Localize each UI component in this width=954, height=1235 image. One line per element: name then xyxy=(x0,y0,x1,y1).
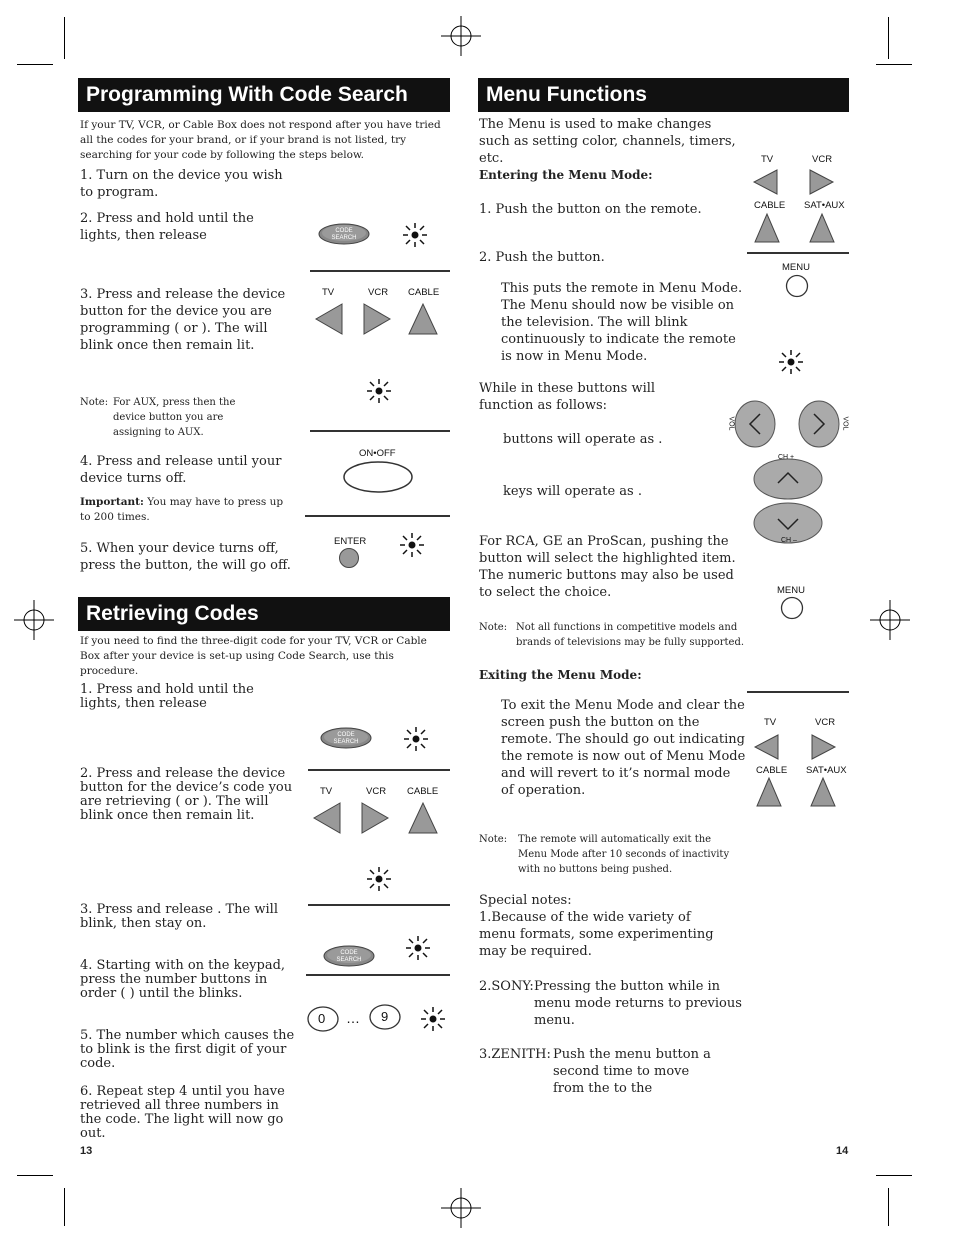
note-competitive: Not all functions in competitive models and brands of televisions may be fully supported. xyxy=(516,622,745,648)
special-sony-text: Pressing the button while in menu mode returns to previous menu. xyxy=(534,979,742,1028)
vol-label-left: VOL xyxy=(727,416,735,431)
entering-description: This puts the remote in Menu Mode. The Menu should now be visible on the television. The will blink continuously to indicate the remote is now in Menu Mode. xyxy=(501,281,743,364)
buttons-will-operate: buttons will operate as . xyxy=(503,432,663,447)
crop-mark xyxy=(17,64,53,65)
programming-step-2: 2. Press and hold until the lights, then release xyxy=(80,211,254,243)
led-indicator-icon xyxy=(778,349,804,375)
tv-label: TV xyxy=(322,287,335,298)
special-zenith-text: Push the menu button a second time to move from the to the xyxy=(553,1047,711,1096)
enter-button-icon xyxy=(337,546,361,570)
svg-text:SEARCH: SEARCH xyxy=(331,235,357,241)
device-buttons-icon xyxy=(752,212,842,244)
tv-label: TV xyxy=(761,154,774,165)
section-title-menu: Menu Functions xyxy=(478,78,849,112)
while-in-menu: While in these buttons will function as follows: xyxy=(479,381,656,413)
note-label: Note: xyxy=(479,834,508,845)
menu-label: MENU xyxy=(777,585,805,596)
retrieving-step-6: 6. Repeat step 4 until you have retrieved all three numbers in the code. The light will now go out. xyxy=(80,1084,285,1141)
keys-will-operate: keys will operate as . xyxy=(503,484,642,499)
note-auto-exit: The remote will automatically exit the Menu Mode after 10 seconds of inactivity with no buttons being pushed. xyxy=(518,834,730,875)
retrieving-step-3: 3. Press and release . The will blink, then stay on. xyxy=(80,902,278,931)
key-9-label: 9 xyxy=(381,1009,389,1024)
crop-mark xyxy=(888,17,889,59)
led-indicator-icon xyxy=(420,1006,446,1032)
led-indicator-icon xyxy=(405,935,431,961)
crop-mark xyxy=(876,1175,912,1176)
divider xyxy=(308,769,450,771)
vcr-label: VCR xyxy=(815,717,836,728)
crop-mark xyxy=(64,1188,65,1226)
vcr-label: VCR xyxy=(368,287,389,298)
special-heading: Special notes: xyxy=(479,893,572,908)
note-label: Note: xyxy=(479,622,508,633)
led-indicator-icon xyxy=(403,726,429,752)
device-buttons-icon xyxy=(312,302,442,336)
rca-description: For RCA, GE an ProScan, pushing the button will select the highlighted item. The numeric buttons may also be used to select the choice. xyxy=(479,534,736,600)
svg-text:CODE: CODE xyxy=(337,732,355,738)
ch-plus-label: CH + xyxy=(778,454,795,461)
programming-step-5: 5. When your device turns off, press the button, the will go off. xyxy=(80,541,291,573)
device-buttons-icon xyxy=(753,733,843,761)
retrieving-step-4: 4. Starting with on the keypad, press the number buttons in order ( ) until the blinks. xyxy=(80,958,286,1001)
entering-step-2: 2. Push the button. xyxy=(479,250,605,265)
section-title-retrieving: Retrieving Codes xyxy=(78,597,450,631)
vol-ch-buttons-icon xyxy=(728,398,846,548)
divider xyxy=(308,904,450,906)
menu-button-icon xyxy=(784,273,810,299)
menu-intro: The Menu is used to make changes such as setting color, channels, timers, etc. xyxy=(479,117,736,166)
svg-text:CODE: CODE xyxy=(340,950,358,956)
retrieving-step-1: 1. Press and hold until the lights, then release xyxy=(80,682,254,711)
sat-aux-label: SAT•AUX xyxy=(804,200,845,211)
crop-mark xyxy=(876,64,912,65)
note-label: Note: xyxy=(80,397,109,408)
crop-mark xyxy=(888,1188,889,1226)
tv-label: TV xyxy=(764,717,777,728)
crop-mark xyxy=(17,1175,53,1176)
tv-label: TV xyxy=(320,786,333,797)
crop-mark xyxy=(64,17,65,59)
device-buttons-icon xyxy=(755,776,845,808)
divider xyxy=(305,515,450,517)
divider xyxy=(310,430,450,432)
important-label: Important: xyxy=(80,496,144,508)
ellipsis: … xyxy=(346,1010,360,1026)
led-indicator-icon xyxy=(399,532,425,558)
retrieving-step-5: 5. The number which causes the to blink is the first digit of your code. xyxy=(80,1028,295,1071)
vcr-label: VCR xyxy=(812,154,833,165)
key-0-label: 0 xyxy=(318,1011,326,1026)
vcr-label: VCR xyxy=(366,786,387,797)
special-sony-label: 2.SONY: xyxy=(479,979,534,994)
led-indicator-icon xyxy=(366,378,392,404)
divider xyxy=(306,974,450,976)
special-note-1: 1.Because of the wide variety of menu formats, some experimenting may be required. xyxy=(479,910,714,959)
section-title-programming: Programming With Code Search xyxy=(78,78,450,112)
page-number: 14 xyxy=(836,1145,849,1157)
divider xyxy=(310,270,450,272)
special-zenith-label: 3.ZENITH: xyxy=(479,1047,551,1062)
registration-mark-icon xyxy=(14,600,54,640)
svg-text:CODE: CODE xyxy=(335,228,353,234)
entering-step-1: 1. Push the button on the remote. xyxy=(479,202,702,217)
menu-button-icon xyxy=(779,595,805,621)
led-indicator-icon xyxy=(366,866,392,892)
divider xyxy=(747,252,849,254)
enter-label: ENTER xyxy=(334,536,367,547)
retrieving-step-2: 2. Press and release the device button for the device’s code you are retrieving ( or ). The will blink once then remain lit. xyxy=(80,766,293,823)
registration-mark-icon xyxy=(870,600,910,640)
registration-mark-icon xyxy=(441,16,481,56)
device-buttons-icon xyxy=(752,168,842,196)
led-indicator-icon xyxy=(402,222,428,248)
code-search-button-icon xyxy=(323,944,375,968)
exiting-description: To exit the Menu Mode and clear the screen push the button on the remote. The should go out indicating the remote is now out of Menu Mode and will revert to it’s normal mode of operation. xyxy=(501,698,746,798)
menu-label: MENU xyxy=(782,262,810,273)
important-note xyxy=(80,495,295,525)
programming-intro: If your TV, VCR, or Cable Box does not respond after you have tried all the codes for your brand, or if your brand is not listed, try searching for your code by following the steps below. xyxy=(80,119,441,161)
code-search-button-icon xyxy=(318,222,370,246)
programming-step-1: 1. Turn on the device you wish to program. xyxy=(80,168,283,200)
svg-text:SEARCH: SEARCH xyxy=(336,957,362,963)
svg-text:SEARCH: SEARCH xyxy=(333,739,359,745)
on-off-label: ON•OFF xyxy=(359,448,396,459)
on-off-button-icon xyxy=(342,460,414,494)
exiting-heading: Exiting the Menu Mode: xyxy=(479,668,642,682)
divider xyxy=(747,691,849,693)
device-buttons-icon xyxy=(310,801,440,835)
ch-minus-label: CH – xyxy=(781,537,797,544)
page-number: 13 xyxy=(80,1145,93,1157)
vol-label-right: VOL xyxy=(841,416,849,431)
programming-step-4: 4. Press and release until your device turns off. xyxy=(80,454,282,486)
cable-label: CABLE xyxy=(756,765,788,776)
note-aux: For AUX, press then the device button you are assigning to AUX. xyxy=(113,397,236,438)
registration-mark-icon xyxy=(441,1188,481,1228)
retrieving-intro: If you need to find the three-digit code for your TV, VCR or Cable Box after your device is set-up using Code Search, use this procedure. xyxy=(80,635,427,677)
cable-label: CABLE xyxy=(408,287,440,298)
code-search-button-icon xyxy=(320,726,372,750)
programming-step-3: 3. Press and release the device button for the device you are programming ( or ). The will blink once then remain lit. xyxy=(80,287,286,353)
cable-label: CABLE xyxy=(754,200,786,211)
sat-aux-label: SAT•AUX xyxy=(806,765,847,776)
important-text: You may have to press up to 200 times. xyxy=(80,496,284,523)
cable-label: CABLE xyxy=(407,786,439,797)
entering-heading: Entering the Menu Mode: xyxy=(479,168,653,182)
